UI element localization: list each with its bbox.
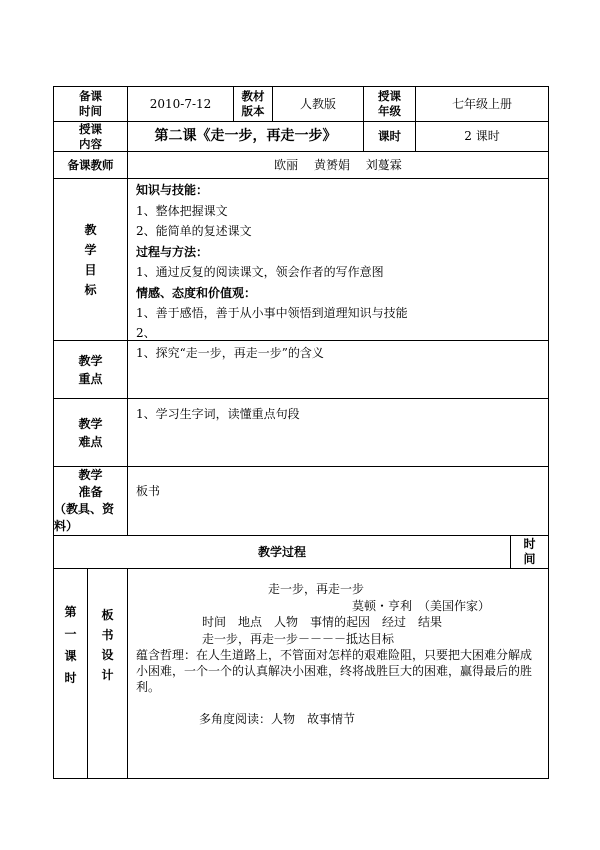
board-flow: 走一步，再走一步－－－－抵达目标 (202, 632, 395, 646)
grade-label: 授课 年级 (378, 89, 401, 118)
difficulty-label (54, 399, 127, 466)
preparation-text: 板书 (136, 484, 161, 498)
emotion-item: 1、善于感悟，善于从小事中领悟到道理知识与技能 (136, 306, 408, 320)
preparation-label-line: 准备 (78, 485, 103, 499)
period-label-char: 时 (64, 671, 77, 685)
content-label: 授课 内容 (79, 121, 102, 151)
difficulty-label-line: 难点 (78, 434, 103, 449)
table-border-bottom (53, 778, 549, 779)
board-reading: 多角度阅读：人物 故事情节 (199, 712, 356, 726)
teacher-names: 欧丽 黄赟娟 刘蔓霖 (274, 157, 402, 172)
period-label-char: 课 (64, 649, 77, 663)
board-author: 莫顿・亨利 （美国作家） (352, 599, 491, 613)
goals-label-char: 教 (84, 222, 97, 237)
time-label-char: 时 (523, 537, 536, 551)
time-label-char: 间 (523, 552, 536, 566)
goals-label-char: 目 (84, 262, 97, 277)
process-heading: 过程与方法： (136, 245, 209, 259)
difficulty-text: 1、学习生字词，读懂重点句段 (136, 407, 300, 421)
grade-value: 七年级上册 (451, 96, 512, 111)
lesson-title: 第二课《走一步，再走一步》 (154, 128, 337, 144)
focus-label-line: 重点 (78, 371, 103, 386)
preparation-label-line: 教学 (78, 468, 103, 482)
focus-label (54, 341, 127, 398)
difficulty-label-line: 教学 (78, 416, 103, 431)
period-label-char: 第 (64, 605, 77, 619)
process-item: 1、通过反复的阅读课文，领会作者的写作意图 (136, 265, 384, 279)
textbook-value: 人教版 (299, 96, 336, 111)
period-label-char: 一 (64, 627, 77, 641)
hours-value: 2 课时 (464, 129, 500, 143)
board-label-char: 书 (101, 628, 114, 642)
focus-text: 1、探究“走一步，再走一步”的含义 (136, 346, 324, 360)
emotion-heading: 情感、态度和价值观： (136, 286, 257, 300)
board-label-char: 设 (101, 648, 114, 662)
time-label (511, 536, 548, 568)
goals-label-char: 标 (84, 282, 97, 297)
goals-label (54, 179, 127, 340)
col-divider (127, 151, 128, 535)
focus-label-line: 教学 (78, 353, 103, 368)
board-design-label (88, 605, 127, 685)
preparation-label-line: （教具、资料） (54, 502, 115, 533)
emotion-item: 2、 (136, 326, 156, 340)
hours-label: 课时 (378, 129, 401, 143)
knowledge-item: 2、能简单的复述课文 (136, 224, 252, 238)
textbook-label: 教材 版本 (241, 89, 265, 118)
board-label-char: 计 (101, 668, 114, 682)
prep-time-value: 2010-7-12 (149, 96, 212, 111)
knowledge-heading: 知识与技能： (136, 183, 209, 197)
col-divider (127, 568, 128, 778)
board-meaning: 蕴含哲理：在人生道路上，不管面对怎样的艰难险阻，只要把大困难分解成小困难，一个一个的认真解决小困难，终将战胜巨大的困难，赢得最后的胜利。 (136, 648, 533, 694)
knowledge-item: 1、整体把握课文 (136, 204, 228, 218)
board-label-char: 板 (101, 608, 114, 622)
preparation-label (54, 467, 127, 535)
board-title: 走一步，再走一步 (268, 582, 365, 596)
teaching-process-heading: 教学过程 (257, 544, 306, 559)
teacher-label: 备课教师 (67, 157, 114, 172)
table-border-right (548, 86, 549, 779)
period-label (54, 600, 87, 690)
goals-label-char: 学 (84, 242, 97, 257)
board-elements: 时间 地点 人物 事情的起因 经过 结果 (202, 615, 443, 629)
prep-time-label: 备课 时间 (79, 89, 102, 118)
